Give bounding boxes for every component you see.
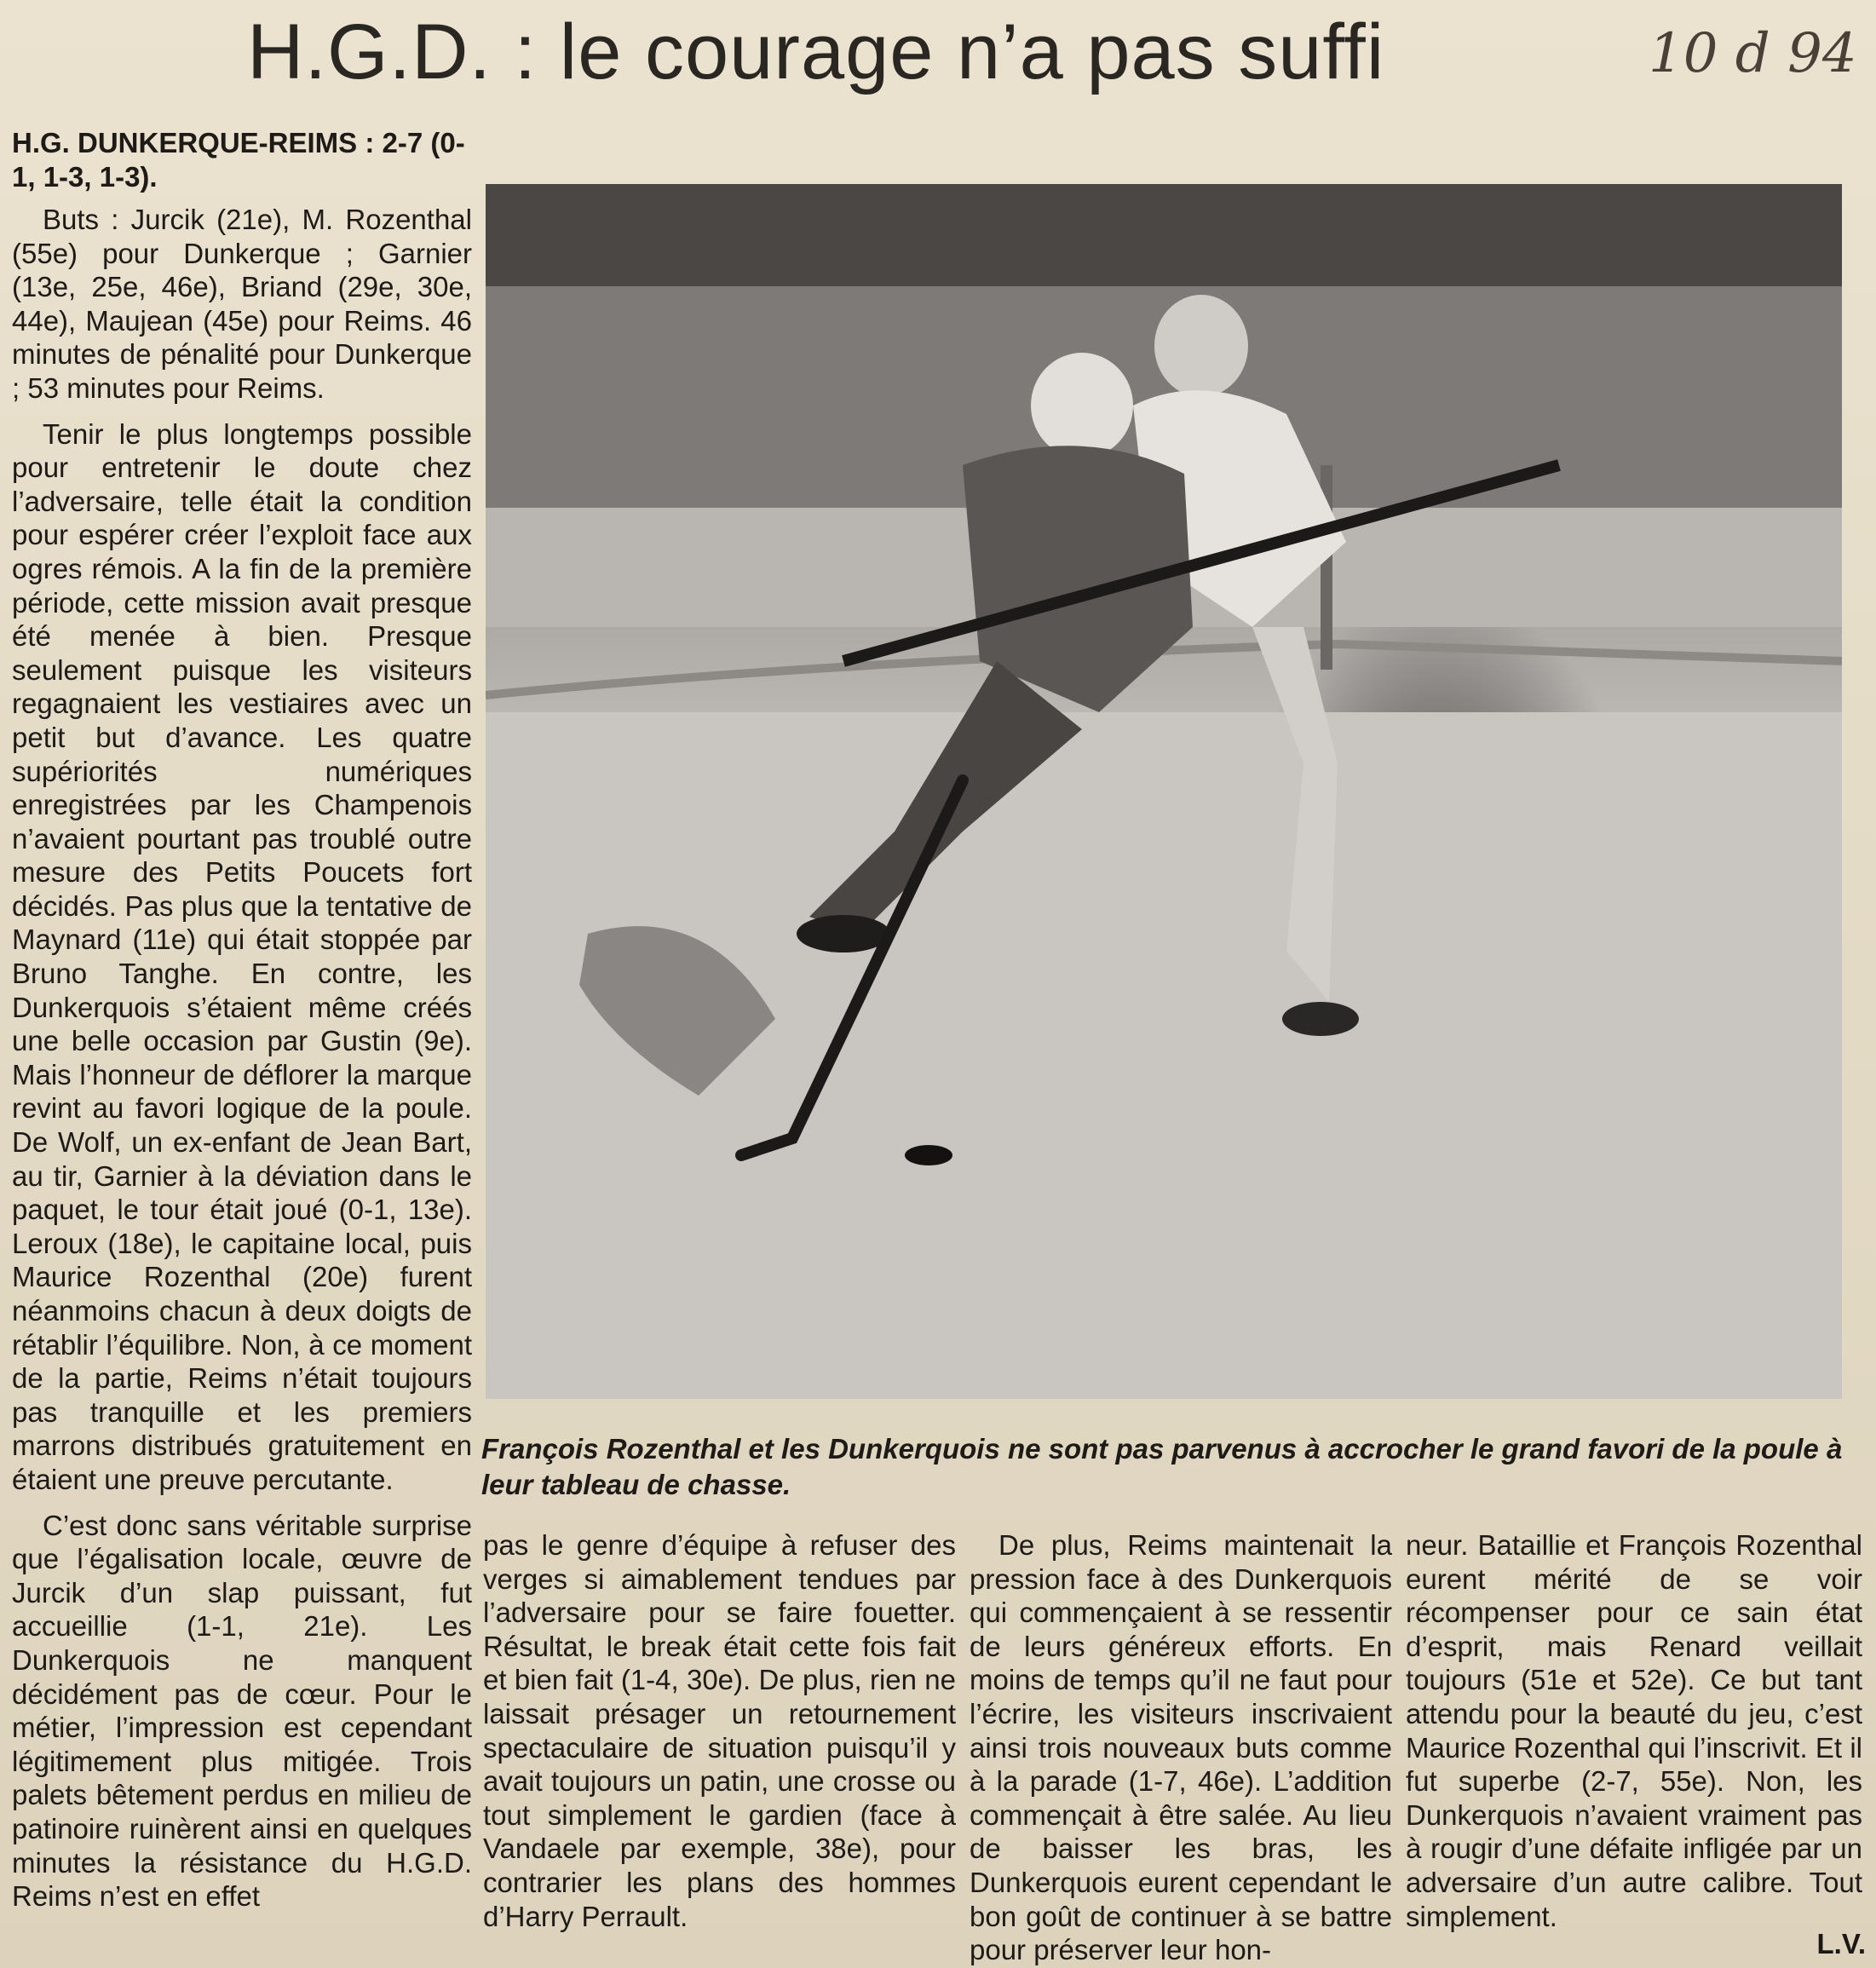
headline: H.G.D. : le courage n’a pas suffi <box>247 9 1385 95</box>
summary-paragraph: Buts : Jurcik (21e), M. Rozenthal (55e) pour Dunkerque ; Garnier (13e, 25e, 46e), Briand (29e, 30e, 44e), Maujean (45e) pour Reims. 46 minutes de pénalité pour Dunkerque ; 53 minutes pour Reims. <box>12 204 472 404</box>
article-column-2 <box>483 1528 956 1933</box>
photo-caption: François Rozenthal et les Dunkerquois ne sont pas parvenus à accrocher le grand favori de la poule à leur tableau de chasse. <box>481 1433 1843 1500</box>
article-paragraph-5: neur. Bataillie et François Rozenthal eurent mérité de se voir récompenser pour ce sain état d’esprit, mais Renard veillait toujours (51e et 52e). Ce but tant attendu pour la beauté du jeu, c’est Maurice Rozenthal qui l’inscrivit. Et il fut superbe (2-7, 55e). Non, les Dunkerquois n’avaient vraiment pas à rougir d’une défaite infligée par un adversaire d’un autre calibre. Tout simplement. <box>1406 1529 1862 1932</box>
author-signature: L.V. <box>1816 1928 1866 1959</box>
article-paragraph-2: C’est donc sans véritable surprise que l’égalisation locale, œuvre de Jurcik d’un slap puissant, fut accueillie (1-1, 21e). Les Dunkerquois ne manquent décidément pas de cœur. Pour le métier, l’impression est cependant légitimement plus mitigée. Trois palets bêtement perdus en milieu de patinoire ruinèrent ainsi en quelques minutes la résistance du H.G.D. Reims n’est en effet <box>12 1509 472 1913</box>
handwritten-date: 10 d 94 <box>1649 22 1857 85</box>
article-column-1 <box>12 126 472 1913</box>
hockey-photo <box>486 184 1842 1399</box>
article-paragraph-1: Tenir le plus longtemps possible pour entretenir le doute chez l’adversaire, telle était la condition pour espérer créer l’exploit face aux ogres rémois. A la fin de la première période, cette mission avait presque été menée à bien. Presque seulement puisque les visiteurs regagnaient les vestiaires avec un petit but d’avance. Les quatre supériorités numériques enregistrées par les Champenois n’avaient pourtant pas troublé outre mesure des Petits Poucets fort décidés. Pas plus que la tentative de Maynard (11e) qui était stoppée par Bruno Tanghe. En contre, les Dunkerquois s’étaient même créés une belle occasion par Gustin (9e). Mais l’honneur de déflorer la marque revint au favori logique de la poule. De Wolf, un ex-enfant de Jean Bart, au tir, Garnier à la déviation dans le paquet, le tour était joué (0-1, 13e). Leroux (18e), le capitaine local, puis Maurice Rozenthal (20e) furent néanmoins chacun à deux doigts de rétablir l’équilibre. Non, à ce moment de la partie, Reims n’était toujours pas tranquille et les premiers marrons distribués gratuitement en étaient une preuve percutante. <box>12 417 472 1495</box>
article-paragraph-4: De plus, Reims maintenait la pression face à des Dunkerquois qui commençaient à se ressentir de leurs généreux efforts. En moins de temps qu’il ne faut pour l’écrire, les visiteurs inscrivaient ainsi trois nouveaux buts comme à la parade (1-7, 46e). L’addition commençait à être salée. Au lieu de baisser les bras, les Dunkerquois eurent cependant le bon goût de continuer à se battre pour préserver leur hon- <box>970 1529 1392 1966</box>
result-line: H.G. DUNKERQUE-REIMS : 2-7 (0-1, 1-3, 1-3). <box>12 127 465 193</box>
article-column-4 <box>1406 1528 1862 1933</box>
article-column-3 <box>970 1528 1392 1967</box>
hockey-photo-illustration <box>486 184 1842 1399</box>
article-paragraph-3: pas le genre d’équipe à refuser des verges si aimablement tendues par l’adversaire pour se faire fouetter. Résultat, le break était cette fois fait et bien fait (1-4, 30e). De plus, rien ne laissait présager un retournement spectaculaire de situation puisqu’il y avait toujours un patin, une crosse ou tout simplement le gardien (face à Vandaele par exemple, 38e), pour contrarier les plans des hommes d’Harry Perrault. <box>483 1529 956 1932</box>
